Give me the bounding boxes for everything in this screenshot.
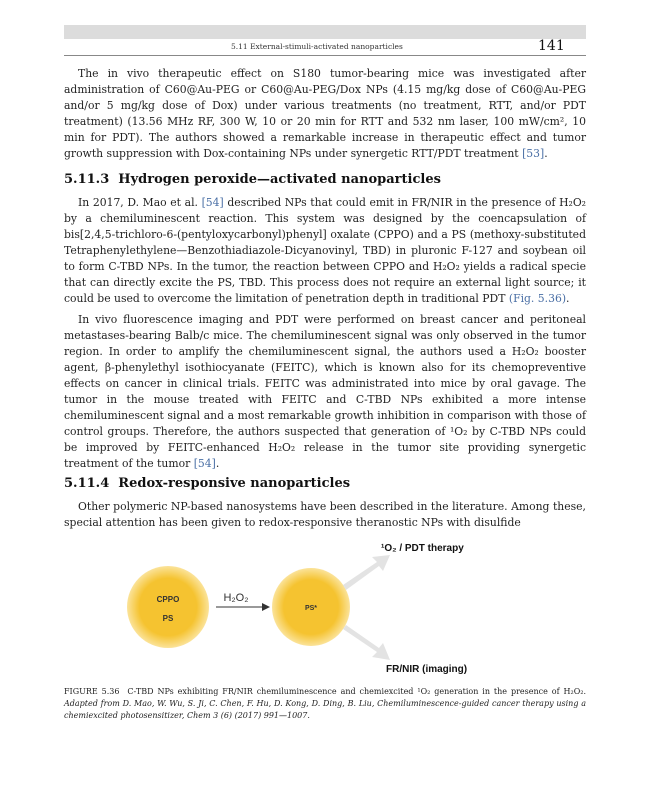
paragraph-2-intro: In 2017, D. Mao et al. bbox=[78, 196, 198, 209]
section-heading-5-11-4 bbox=[64, 476, 350, 491]
citation-54[interactable]: [54] bbox=[201, 196, 224, 209]
reaction-arrowhead bbox=[262, 603, 270, 611]
citation-53[interactable]: [53] bbox=[522, 147, 545, 160]
label-cppo: CPPO bbox=[156, 595, 180, 604]
caption-source: Adapted from D. Mao, W. Wu, S. Ji, C. Chen, F. Hu, D. Kong, D. Ding, B. Liu, Chemiluminescence-guided cancer therapy using a chemiexcited photosensitizer, Chem 3 (6) (2017) 991—1007. bbox=[64, 699, 586, 720]
section-number: 5.11.4 bbox=[64, 476, 110, 491]
page-number: 141 bbox=[538, 38, 565, 54]
figure-reference-5-36[interactable]: (Fig. 5.36) bbox=[508, 292, 567, 305]
reactant-nanoparticle bbox=[127, 566, 209, 648]
caption-text: C-TBD NPs exhibiting FR/NIR chemiluminescence and chemiexcited ¹O₂ generation in the presence of H₂O₂. bbox=[127, 687, 587, 696]
figure-5-36 bbox=[0, 535, 648, 680]
section-title: Hydrogen peroxide—activated nanoparticles bbox=[118, 172, 441, 187]
paragraph-4-text: Other polymeric NP-based nanosystems have been described in the literature. Among these, special attention has been given to redox-responsive theranostic NPs with disulfide bbox=[64, 500, 586, 529]
paragraph-3: In vivo fluorescence imaging and PDT were performed on breast cancer and peritoneal metastases-bearing Balb/c mice. The chemiluminescent signal was only observed in the tumor region. In order to amplify the chemiluminescent signal, the authors used a H₂O₂ booster agent, β-phenylethyl isothiocyanate (FEITC), which is known also for its chemopreventive effects on cancer in clinical trials. FEITC was administrated into mice by oral gavage. The tumor in the mouse treated with FEITC and C-TBD NPs exhibited a more intense chemiluminescent signal and a most remarkable growth inhibition in comparison with those of control groups. Therefore, the authors suspected that generation of ¹O₂ by C-TBD NPs could be improved by FEITC-enhanced H₂O₂ release in the tumor site providing synergetic treatment of the tumor [54]. bbox=[64, 313, 586, 470]
running-title: 5.11 External-stimuli-activated nanoparticles bbox=[231, 42, 403, 51]
output-arrow-down bbox=[343, 625, 390, 660]
header-rule bbox=[64, 55, 586, 56]
paragraph-2-text: described NPs that could emit in FR/NIR in the presence of H₂O₂ by a chemiluminescent reaction. This system was designed by the coencapsulation of bis[2,4,5-trichloro-6-(pentyloxycarbonyl)phenyl] oxalate (CPPO) and a PS (methoxy-substituted Tetraphenylethylene—Benzothiadiazole-Dicyanovinyl, TBD) in pluronic F-127 and soybean oil to form C-TBD NPs. In the tumor, the reaction between CPPO and H₂O₂ yields a radical specie that can directly excite the PS, TBD. This process does not require an external light source; it could be used to overcome the limitation of penetration depth in traditional PDT bbox=[64, 196, 586, 305]
label-ps: PS bbox=[162, 614, 174, 623]
header-bar bbox=[64, 25, 586, 39]
paragraph-1-text: The in vivo therapeutic effect on S180 tumor-bearing mice was investigated after administration of C60@Au-PEG or C60@Au-PEG/Dox NPs (4.15 mg/kg dose of C60@Au-PEG and/or 5 mg/kg dose of Dox) under various treatments (no treatment, RTT, and/or PDT treatment) (13.56 MHz RF, 300 W, 10 or 20 min for RTT and 532 nm laser, 100 mW/cm², 10 min for PDT). The authors showed a remarkable increase in therapeutic effect and tumor growth suppression with Dox-containing NPs under synergetic RTT/PDT treatment bbox=[64, 67, 586, 160]
figure-caption bbox=[64, 686, 586, 722]
label-h2o2: H₂O₂ bbox=[223, 592, 249, 604]
section-title: Redox-responsive nanoparticles bbox=[118, 476, 351, 491]
output-arrow-up bbox=[343, 555, 390, 590]
citation-54-b[interactable]: [54] bbox=[193, 457, 216, 470]
label-pdt-therapy: ¹O₂ / PDT therapy bbox=[381, 543, 464, 554]
paragraph-4 bbox=[64, 499, 586, 531]
caption-label: FIGURE 5.36 bbox=[64, 687, 120, 696]
section-number: 5.11.3 bbox=[64, 172, 110, 187]
paragraph-2: In 2017, D. Mao et al. [54] described NPs that could emit in FR/NIR in the presence of H₂O₂ by a chemiluminescent reaction. This system was designed by the coencapsulation of bis[2,4,5-trichloro-6-(pentyloxycarbonyl)phenyl] oxalate (CPPO) and a PS (methoxy-substituted Tetraphenylethylene—Benzothiadiazole-Dicyanovinyl, TBD) in pluronic F-127 and soybean oil to form C-TBD NPs. In the tumor, the reaction between CPPO and H₂O₂ yields a radical specie that can directly excite the PS, TBD. This process does not require an external light source; it could be used to overcome the limitation of penetration depth in traditional PDT (Fig. 5.36). bbox=[64, 196, 586, 305]
section-heading-5-11-3 bbox=[64, 172, 441, 187]
label-imaging: FR/NIR (imaging) bbox=[386, 664, 468, 675]
paragraph-1: The in vivo therapeutic effect on S180 tumor-bearing mice was investigated after administration of C60@Au-PEG or C60@Au-PEG/Dox NPs (4.15 mg/kg dose of C60@Au-PEG and/or 5 mg/kg dose of Dox) under various treatments (no treatment, RTT, and/or PDT treatment) (13.56 MHz RF, 300 W, 10 or 20 min for RTT and 532 nm laser, 100 mW/cm², 10 min for PDT). The authors showed a remarkable increase in therapeutic effect and tumor growth suppression with Dox-containing NPs under synergetic RTT/PDT treatment [53]. bbox=[64, 67, 586, 160]
label-ps-excited: PS* bbox=[304, 605, 318, 612]
paragraph-3-text: In vivo fluorescence imaging and PDT were performed on breast cancer and peritoneal metastases-bearing Balb/c mice. The chemiluminescent signal was only observed in the tumor region. In order to amplify the chemiluminescent signal, the authors used a H₂O₂ booster agent, β-phenylethyl isothiocyanate (FEITC), which is known also for its chemopreventive effects on cancer in clinical trials. FEITC was administrated into mice by oral gavage. The tumor in the mouse treated with FEITC and C-TBD NPs exhibited a more intense chemiluminescent signal and a most remarkable growth inhibition in comparison with those of control groups. Therefore, the authors suspected that generation of ¹O₂ by C-TBD NPs could be improved by FEITC-enhanced H₂O₂ release in the tumor site providing synergetic treatment of the tumor bbox=[64, 313, 586, 470]
